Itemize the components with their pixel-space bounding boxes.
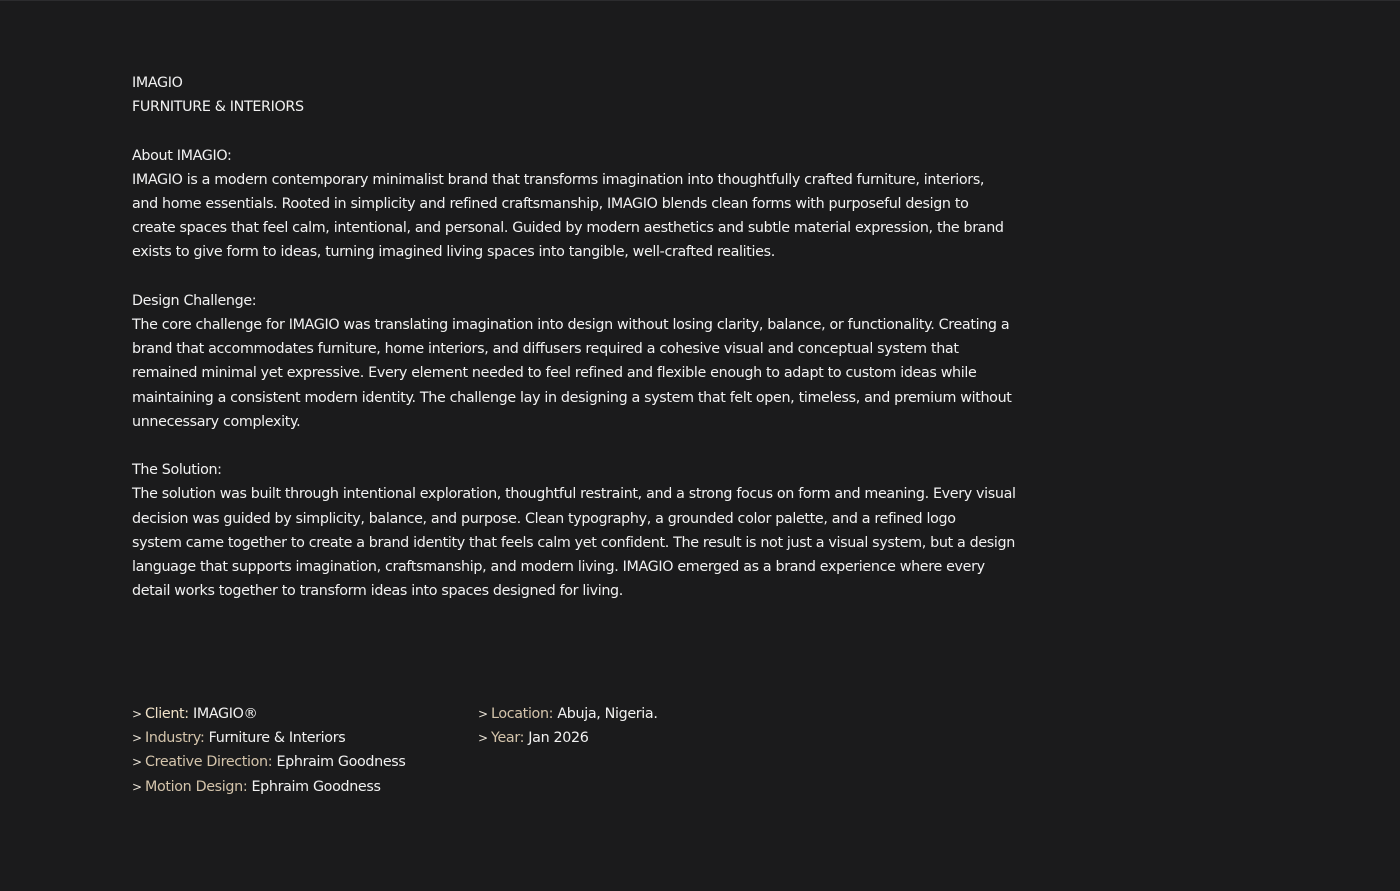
solution-text-line: The solution was built through intentional exploration, thoughtful restraint, and a strong focus on form and meaning. Every visual: [132, 486, 1016, 503]
solution-text-line: language that supports imagination, craftsmanship, and modern living. IMAGIO emerged as a brand experience where every: [132, 559, 985, 576]
challenge-text-line: maintaining a consistent modern identity. The challenge lay in designing a system that felt open, timeless, and premium without: [132, 389, 1012, 406]
credit-location: [478, 702, 658, 726]
credits-column-right: [478, 702, 658, 750]
credit-motion-design: [132, 775, 406, 799]
about-text-line: create spaces that feel calm, intentional, and personal. Guided by modern aesthetics and subtle material expression, the brand: [132, 220, 1004, 237]
challenge-text-line: brand that accommodates furniture, home interiors, and diffusers required a cohesive visual and conceptual system that: [132, 341, 959, 358]
credit-label: Motion Design:: [145, 778, 248, 795]
about-heading: About IMAGIO:: [132, 147, 232, 164]
credit-industry: [132, 726, 406, 750]
about-text-line: IMAGIO is a modern contemporary minimalist brand that transforms imagination into thoughtfully crafted furniture, interiors,: [132, 171, 985, 188]
chevron-right-icon: >: [132, 779, 142, 794]
credit-creative-direction: [132, 750, 406, 774]
solution-text-line: detail works together to transform ideas into spaces designed for living.: [132, 583, 623, 600]
chevron-right-icon: >: [132, 755, 142, 770]
challenge-text-line: remained minimal yet expressive. Every element needed to feel refined and flexible enough to adapt to custom ideas while: [132, 365, 977, 382]
credit-label: Year:: [491, 730, 525, 747]
credit-value: Jan 2026: [528, 730, 589, 747]
credit-value: Ephraim Goodness: [276, 754, 406, 771]
credits-column-left: [132, 702, 406, 799]
spacer: [132, 434, 1012, 458]
credit-value: Ephraim Goodness: [251, 778, 381, 795]
chevron-right-icon: >: [132, 707, 142, 721]
challenge-text-line: unnecessary complexity.: [132, 413, 301, 430]
credit-label: Creative Direction:: [145, 754, 273, 771]
solution-section: [132, 458, 1016, 603]
chevron-right-icon: >: [478, 731, 488, 746]
credit-value: Furniture & Interiors: [208, 730, 346, 747]
spacer: [132, 265, 1012, 289]
credit-value: IMAGIO®: [192, 706, 258, 722]
credit-label: Location:: [491, 706, 554, 722]
credit-client: [132, 702, 406, 726]
about-text-line: and home essentials. Rooted in simplicity and refined craftsmanship, IMAGIO blends clean forms with purposeful design to: [132, 196, 969, 212]
solution-text-line: decision was guided by simplicity, balance, and purpose. Clean typography, a grounded color palette, and a refined logo: [132, 510, 956, 527]
brand-name: IMAGIO: [132, 75, 183, 91]
brand-category: FURNITURE & INTERIORS: [132, 99, 304, 116]
project-description: [132, 71, 1016, 603]
solution-text-line: system came together to create a brand identity that feels calm yet confident. The result is not just a visual system, but a design: [132, 534, 1015, 551]
spacer: [132, 119, 1012, 143]
chevron-right-icon: >: [132, 731, 142, 746]
chevron-right-icon: >: [478, 707, 488, 721]
challenge-section: [132, 289, 1012, 434]
credit-year: [478, 726, 658, 750]
credit-value: Abuja, Nigeria.: [557, 706, 658, 722]
about-text-line: exists to give form to ideas, turning imagined living spaces into tangible, well-crafted realities.: [132, 244, 775, 261]
credit-label: Industry:: [145, 730, 205, 747]
about-section: [132, 144, 1012, 265]
solution-heading: The Solution:: [132, 462, 222, 479]
credit-label: Client:: [145, 706, 189, 722]
challenge-heading: Design Challenge:: [132, 292, 257, 309]
challenge-text-line: The core challenge for IMAGIO was translating imagination into design without losing clarity, balance, or functionality. Creating a: [132, 317, 1010, 333]
